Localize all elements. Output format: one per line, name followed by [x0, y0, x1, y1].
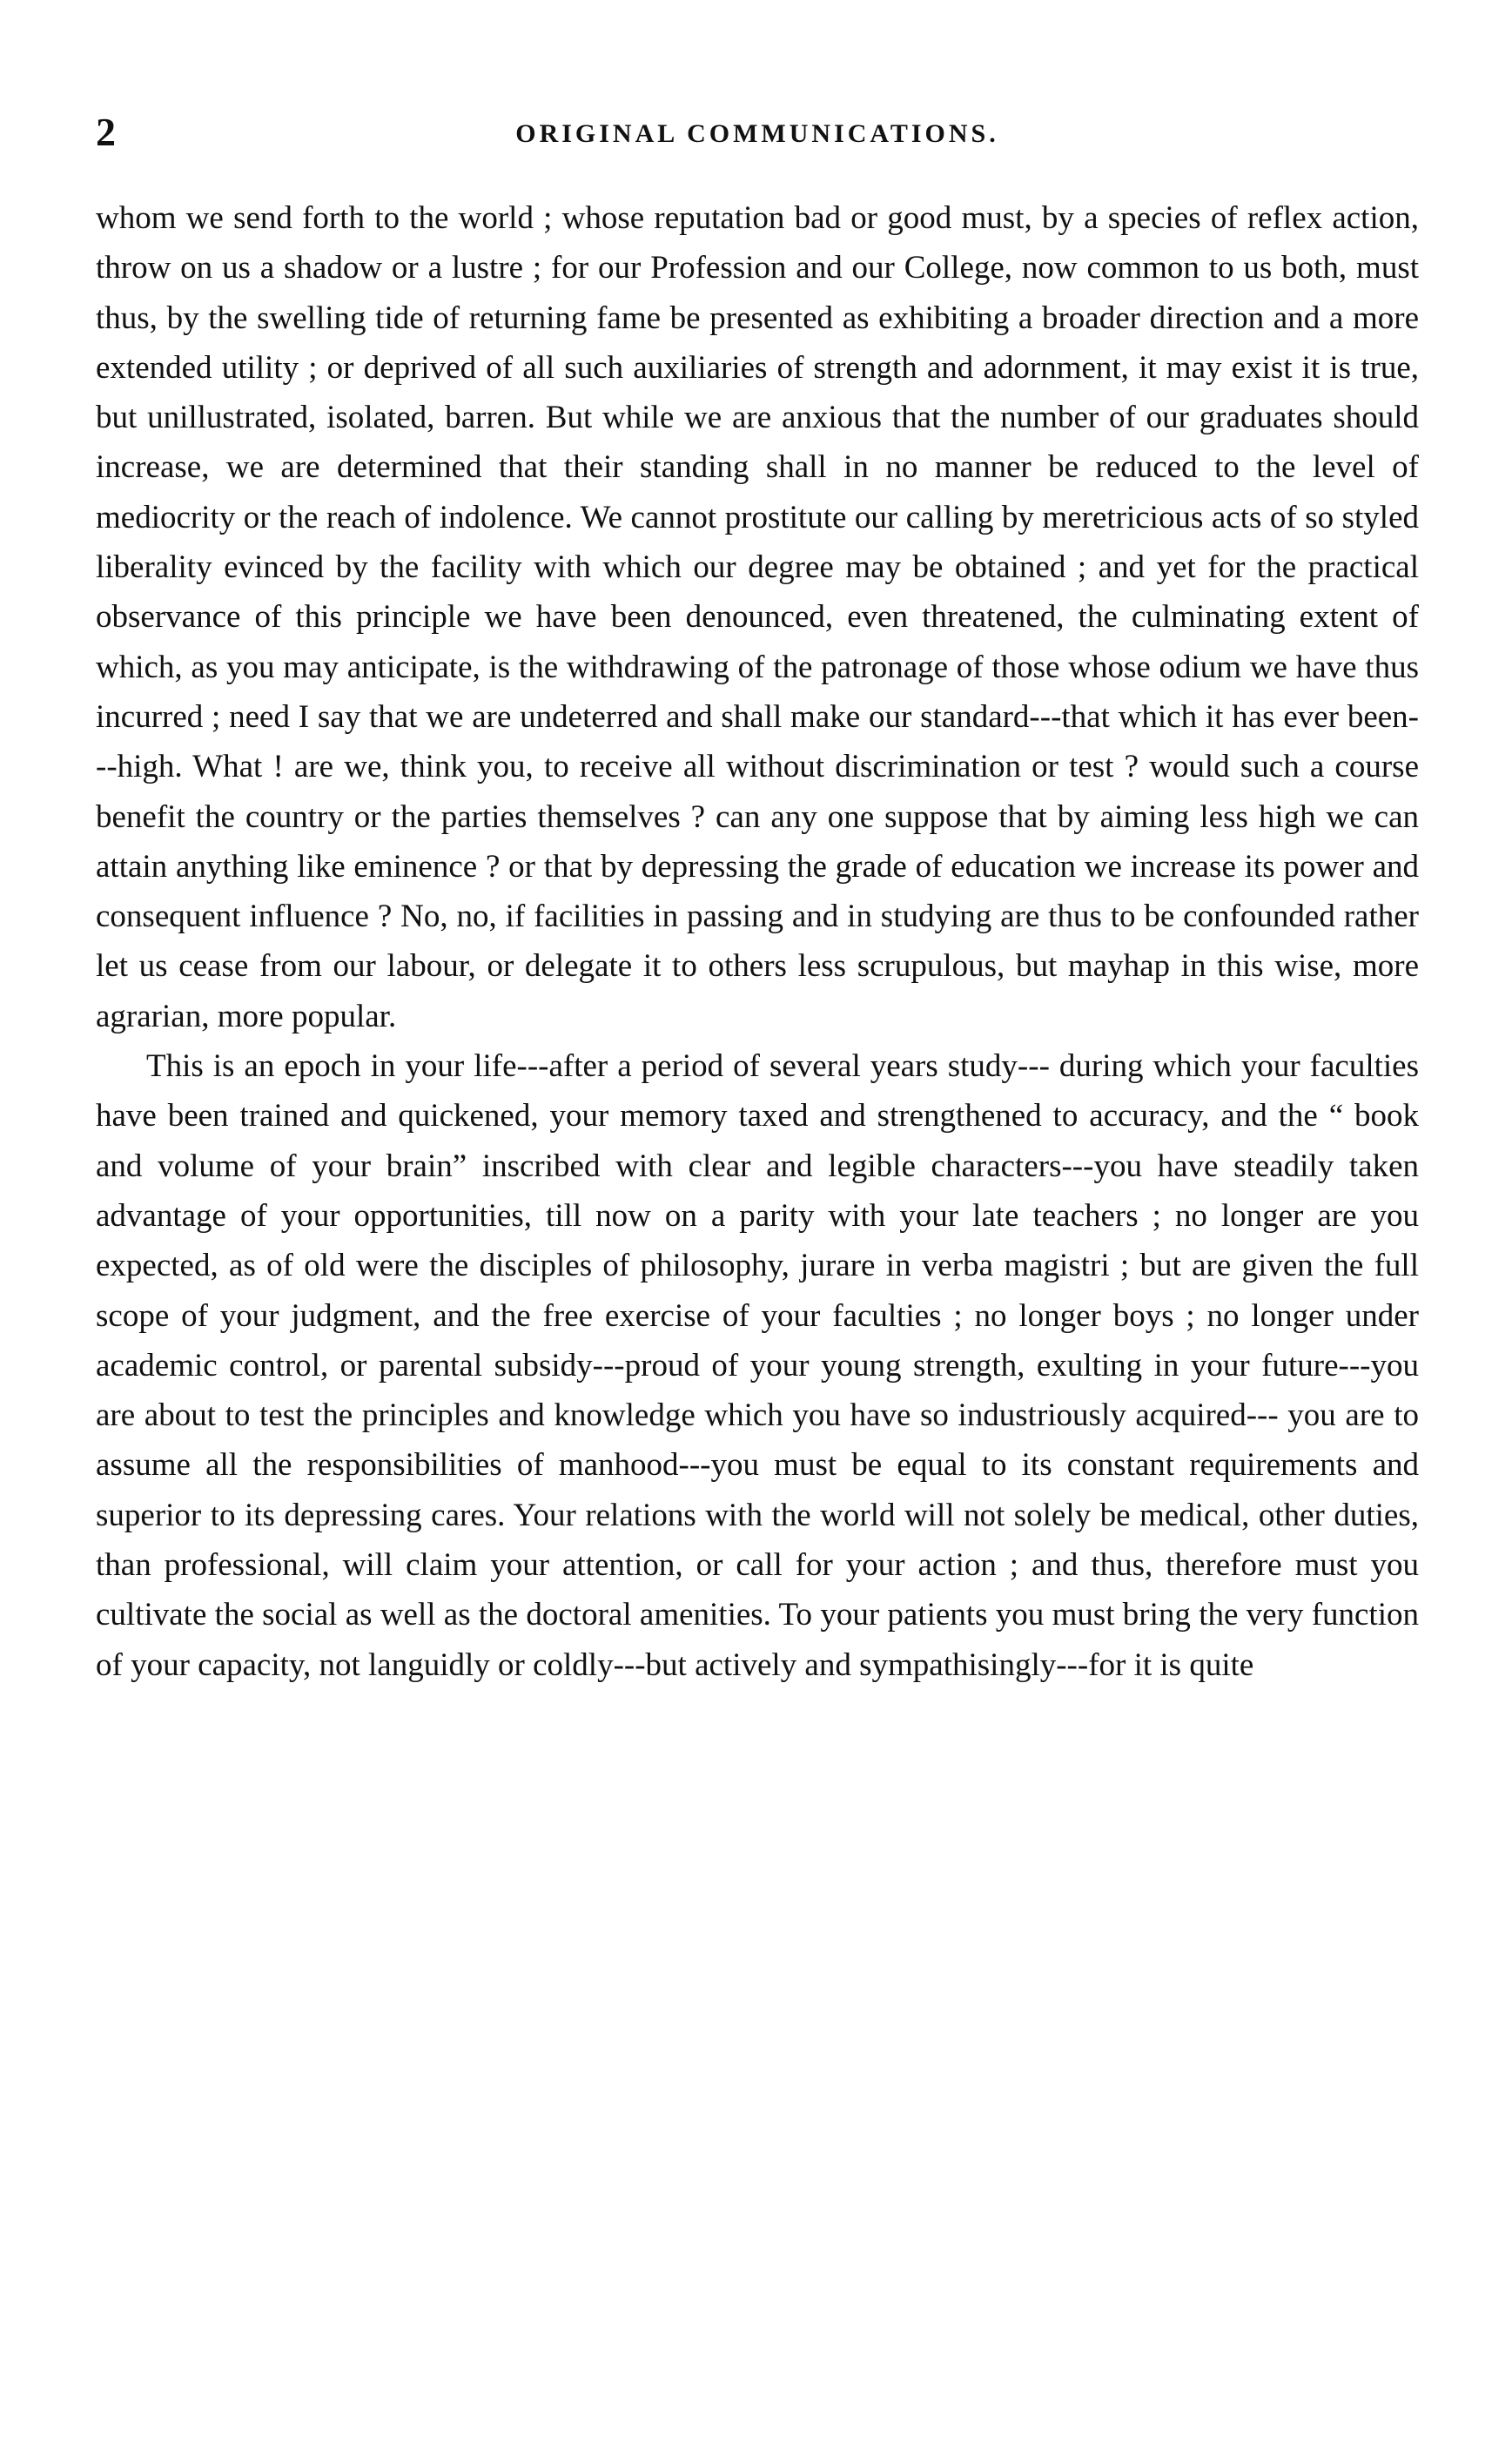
- page: [96, 104, 1419, 2403]
- running-head: [96, 104, 1419, 160]
- body-text: [96, 193, 1419, 1690]
- running-head-title: ORIGINAL COMMUNICATIONS.: [515, 119, 999, 148]
- page-number: 2: [96, 110, 116, 154]
- paragraph-continued: whom we send forth to the world ; whose reputation bad or good must, by a species of reflex action, throw on us a shadow or a lustre ; for our Profession and our College, now common to us both, must thus, by the swelling tide of returning fame be presented as exhibiting a broader direction and a more extended utility ; or deprived of all such auxiliaries of strength and adornment, it may exist it is true, but unillustrated, isolated, barren. But while we are anxious that the number of our graduates should increase, we are determined that their standing shall in no manner be reduced to the level of mediocrity or the reach of indolence. We cannot prostitute our calling by meretricious acts of so styled liberality evinced by the facility with which our degree may be obtained ; and yet for the practical observance of this principle we have been denounced, even threatened, the culminating extent of which, as you may anticipate, is the withdrawing of the patronage of those whose odium we have thus incurred ; need I say that we are undeterred and shall make our standard---that which it has ever been---high. What ! are we, think you, to receive all without discrimination or test ? would such a course benefit the country or the parties themselves ? can any one suppose that by aiming less high we can attain anything like eminence ? or that by depressing the grade of education we increase its power and consequent influence ? No, no, if facilities in passing and in studying are thus to be confounded rather let us cease from our labour, or delegate it to others less scrupulous, but mayhap in this wise, more agrarian, more popular.: [96, 200, 1419, 1034]
- paragraph-epoch: This is an epoch in your life---after a period of several years study--- during which your faculties have been trained and quickened, your memory taxed and strengthened to accuracy, and the “ book and volume of your brain” inscribed with clear and legible characters---you have steadily taken advantage of your opportunities, till now on a parity with your late teachers ; no longer are you expected, as of old were the disciples of philosophy, jurare in verba magistri ; but are given the full scope of your judgment, and the free exercise of your faculties ; no longer boys ; no longer under academic control, or parental subsidy---proud of your young strength, exulting in your future---you are about to test the principles and knowledge which you have so industriously acquired--- you are to assume all the responsibilities of manhood---you must be equal to its constant requirements and superior to its depressing cares. Your relations with the world will not solely be medical, other duties, than professional, will claim your attention, or call for your action ; and thus, therefore must you cultivate the social as well as the doctoral amenities. To your patients you must bring the very function of your capacity, not languidly or coldly---but actively and sympathisingly---for it is quite: [96, 1048, 1419, 1683]
